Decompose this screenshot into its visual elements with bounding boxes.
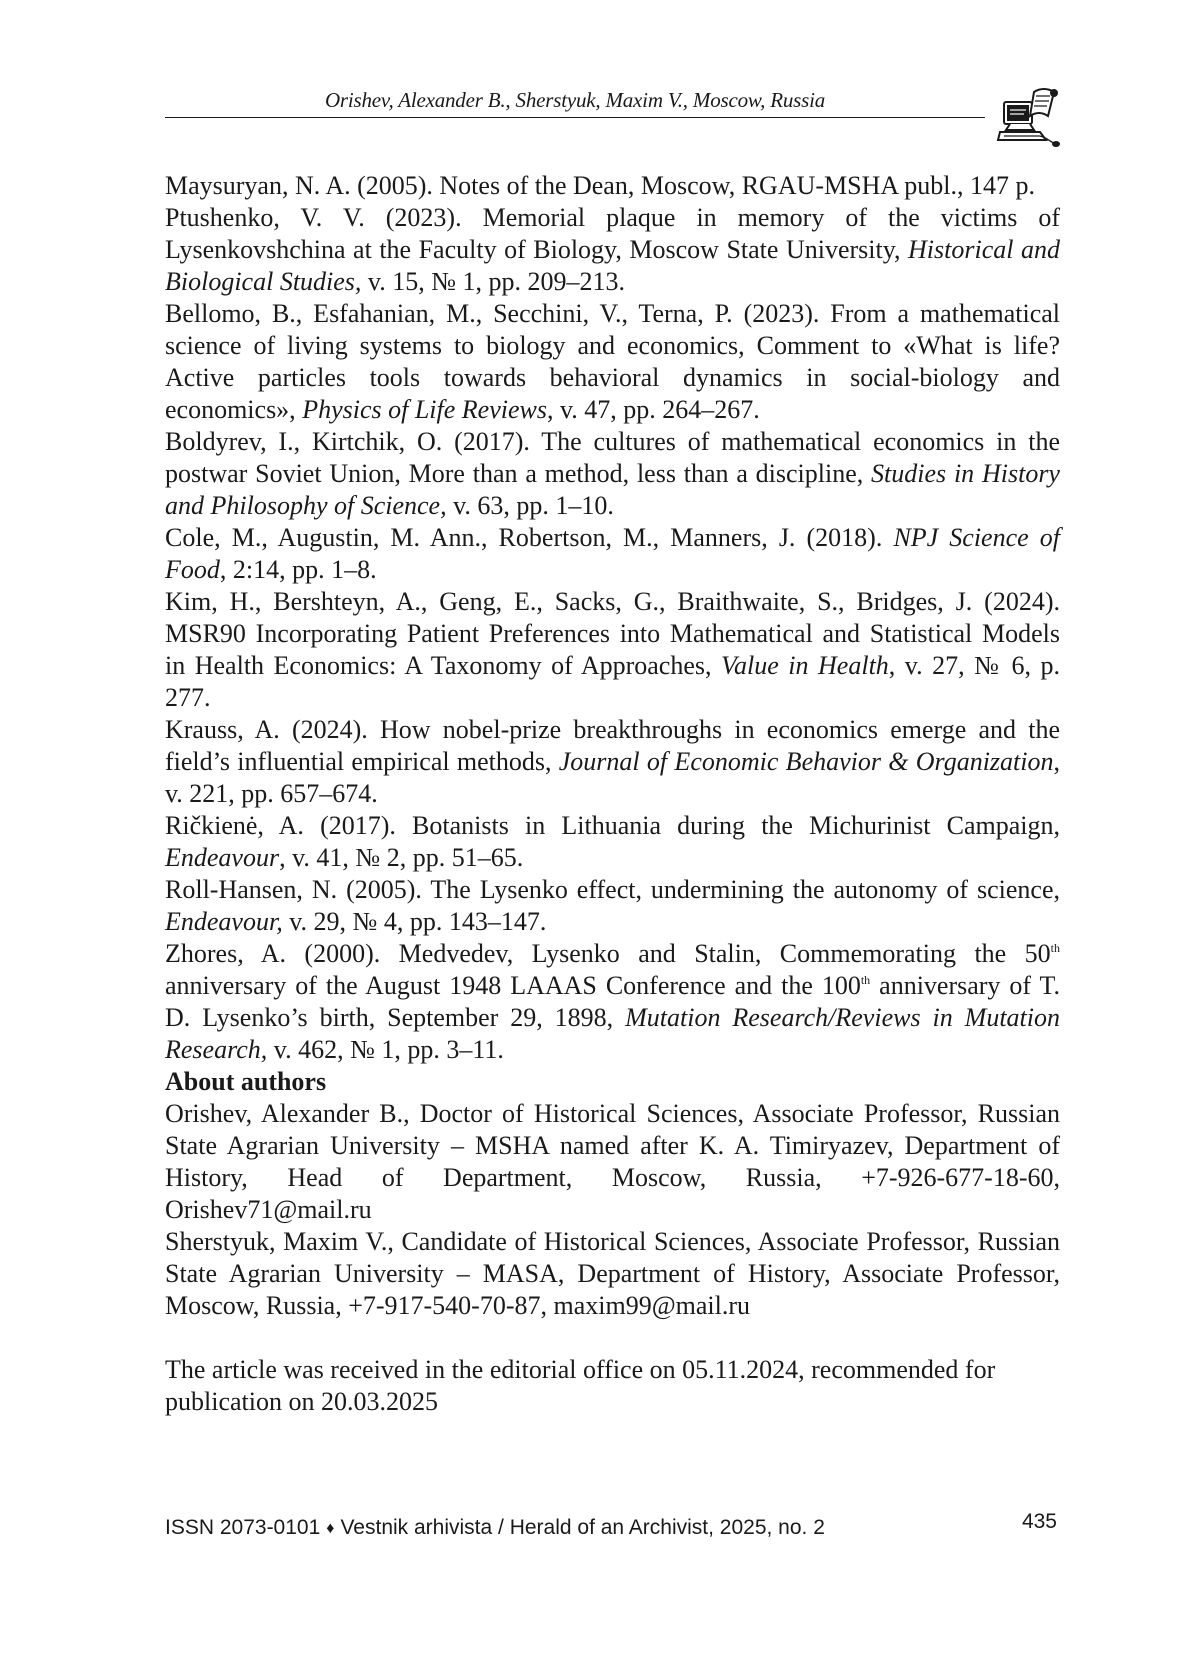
reference-entry <box>165 810 1060 874</box>
reference-text: v. 63, pp. 1–10. <box>446 491 614 520</box>
page-number: 435 <box>1021 1510 1057 1533</box>
reference-text: Ptushenko, V. V. (2023). Memorial plaque in memory of the victims of Lysenkovshchina at the Faculty of Biology, Moscow State University, <box>165 203 1060 264</box>
reference-text: anniversary of the August 1948 LAAAS Conference and the 100 <box>165 971 861 1000</box>
reference-text: , v. 47, pp. 264–267. <box>546 395 760 424</box>
reference-source-title: Studies in History and Philosophy of Science, <box>165 459 1060 520</box>
reference-text: Bellomo, B., Esfahanian, M., Secchini, V., Terna, P. (2023). From a mathematical science of living systems to biology and economics, Comment to «What is life? Active particles tools towards behavioral dynamics in social-biology and economics», <box>165 299 1060 424</box>
reference-entry <box>165 170 1060 202</box>
running-head <box>165 84 985 120</box>
page-content <box>165 170 1060 1418</box>
reference-text: Cole, M., Augustin, M. Ann., Robertson, M., Manners, J. (2018). <box>165 523 894 552</box>
reference-text: , v. 41, № 2, pp. 51–65. <box>279 843 524 872</box>
issn: ISSN 2073-0101 <box>165 1516 321 1539</box>
reference-text: , v. 27, № 6, p. 277. <box>165 651 1060 712</box>
reference-text: anniversary of T. D. Lysenko’s birth, September 29, 1898, <box>165 971 1060 1032</box>
reference-source-title: Physics of Life Reviews <box>302 395 547 424</box>
superscript: th <box>1050 941 1060 955</box>
reference-text: Boldyrev, I., Kirtchik, O. (2017). The cultures of mathematical economics in the postwar Soviet Union, More than a method, less than a discipline, <box>165 427 1060 488</box>
reference-text: Kim, H., Bershteyn, A., Geng, E., Sacks, G., Braithwaite, S., Bridges, J. (2024). MSR90 Incorporating Patient Preferences into Mathematical and Statistical Models in Health Economics: A Taxonomy of Approaches, <box>165 587 1060 680</box>
about-authors-title: About authors <box>165 1067 327 1096</box>
header-rule <box>165 117 985 118</box>
reference-entry <box>165 202 1060 298</box>
received-note: The article was received in the editorial office on 05.11.2024, recommended for publication on 20.03.2025 <box>165 1355 996 1416</box>
reference-text: , 2:14, pp. 1–8. <box>219 555 377 584</box>
diamond-separator: ♦ <box>326 1520 335 1537</box>
reference-entry <box>165 586 1060 714</box>
reference-entry <box>165 938 1060 1066</box>
reference-source-title: Mutation Research/Reviews in Mutation Research, <box>165 1003 1060 1064</box>
reference-text: Roll-Hansen, N. (2005). The Lysenko effect, undermining the autonomy of science, <box>165 875 1060 904</box>
reference-source-title: Endeavour <box>165 843 280 872</box>
reference-text: Zhores, A. (2000). Medvedev, Lysenko and Stalin, Commemorating the 50 <box>165 939 1051 968</box>
reference-text: Krauss, A. (2024). How nobel-prize breakthroughs in economics emerge and the field’s influential empirical methods, <box>165 715 1060 776</box>
spacer <box>165 1322 1060 1354</box>
author-entry: Orishev, Alexander B., Doctor of Historical Sciences, Associate Professor, Russian State Agrarian University – MSHA named after K. A. Timiryazev, Department of History, Head of Department, Moscow, Russia, +7-926-677-18-60, Orishev71@mail.ru <box>165 1099 1060 1224</box>
running-title: Orishev, Alexander B., Sherstyuk, Maxim V., Moscow, Russia <box>324 88 826 112</box>
reference-text: v. 15, № 1, pp. 209–213. <box>361 267 626 296</box>
reference-list <box>165 170 1060 1066</box>
reference-entry <box>165 714 1060 810</box>
reference-source-title: Historical and Biological Studies, <box>165 235 1060 296</box>
journal-title: Vestnik arhivista / Herald of an Archivist, 2025, no. 2 <box>340 1516 825 1539</box>
reference-entry <box>165 426 1060 522</box>
reference-entry <box>165 874 1060 938</box>
reference-text: Ričkienė, A. (2017). Botanists in Lithuania during the Michurinist Campaign, <box>165 811 1060 840</box>
journal-info <box>165 1516 825 1540</box>
reference-text: v. 29, № 4, pp. 143–147. <box>282 907 547 936</box>
reference-text: Maysuryan, N. A. (2005). Notes of the Dean, Moscow, RGAU-MSHA publ., 147 p. <box>165 171 1035 200</box>
page-footer <box>165 1510 1060 1546</box>
author-entry: Sherstyuk, Maxim V., Candidate of Historical Sciences, Associate Professor, Russian State Agrarian University – MASA, Department of History, Associate Professor, Moscow, Russia, +7-917-540-70-87, maxim99@mail.ru <box>165 1227 1060 1320</box>
superscript: th <box>860 973 871 987</box>
reference-text: v. 462, № 1, pp. 3–11. <box>267 1035 504 1064</box>
computer-with-scroll-icon <box>996 86 1060 148</box>
reference-source-title: NPJ Science of Food <box>165 523 1060 584</box>
reference-entry <box>165 522 1060 586</box>
reference-entry <box>165 298 1060 426</box>
reference-source-title: Value in Health <box>721 651 889 680</box>
reference-source-title: Journal of Economic Behavior & Organization <box>558 747 1054 776</box>
reference-text: , v. 221, pp. 657–674. <box>165 747 1060 808</box>
reference-source-title: Endeavour, <box>165 907 283 936</box>
